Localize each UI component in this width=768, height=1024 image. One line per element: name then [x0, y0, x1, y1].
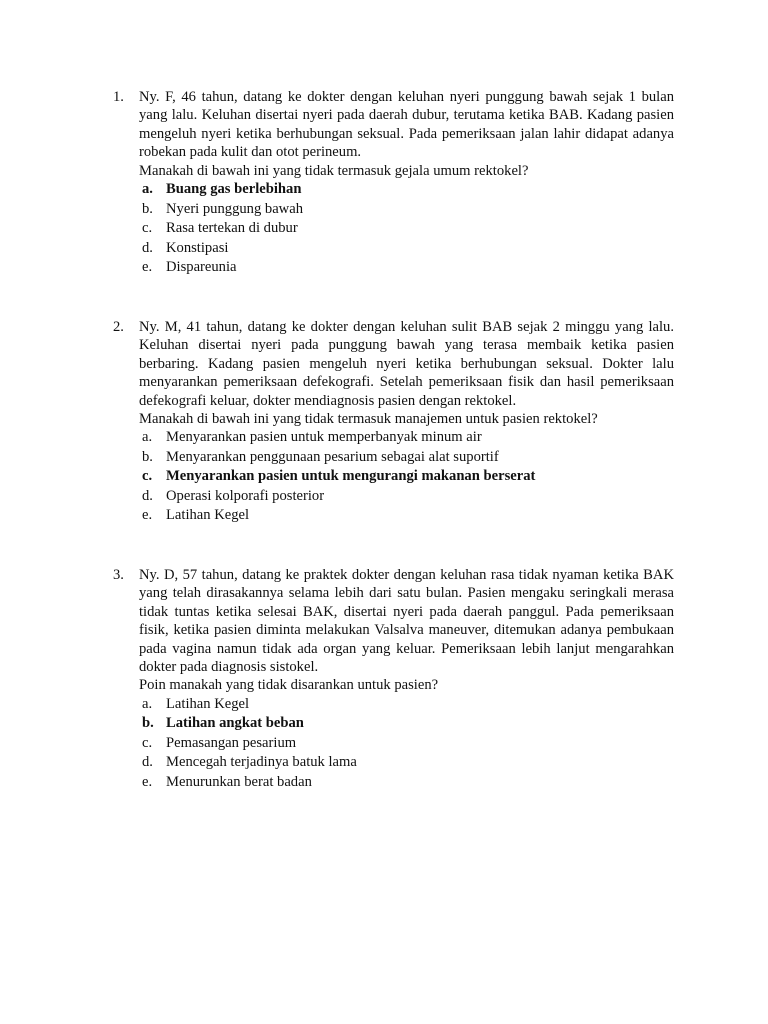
option-text: Menyarankan penggunaan pesarium sebagai alat suportif	[166, 448, 499, 465]
question-number: 1.	[113, 89, 124, 105]
option-list	[139, 428, 674, 526]
option-text: Menurunkan berat badan	[166, 773, 312, 790]
question-number: 3.	[113, 567, 124, 583]
option-b	[139, 714, 674, 734]
option-text: Latihan Kegel	[166, 507, 250, 524]
question-stem: Ny. F, 46 tahun, datang ke dokter dengan keluhan nyeri punggung bawah sejak 1 bulan yang lalu. Keluhan disertai nyeri pada daerah dubur, terutama ketika BAB. Kadang pasien mengeluh nyeri ketika berhubungan seksual. Pada pemeriksaan jalan lahir didapat adanya robekan pada kulit dan otot perineum.	[139, 89, 674, 161]
option-b	[139, 200, 674, 220]
option-text: Rasa tertekan di dubur	[166, 220, 298, 237]
option-c	[139, 467, 674, 487]
question-body	[139, 88, 674, 278]
option-text: Latihan Kegel	[166, 695, 250, 712]
option-text: Konstipasi	[166, 239, 229, 256]
option-letter: d.	[142, 239, 153, 256]
question-body	[139, 566, 674, 792]
option-d	[139, 487, 674, 507]
option-c	[139, 219, 674, 239]
option-a	[139, 428, 674, 448]
option-letter: d.	[142, 754, 153, 771]
option-text: Operasi kolporafi posterior	[166, 487, 325, 504]
option-text: Buang gas berlebihan	[166, 181, 302, 198]
option-letter: e.	[142, 507, 153, 524]
question-stem: Ny. D, 57 tahun, datang ke praktek dokter dengan keluhan rasa tidak nyaman ketika BAK yang telah dirasakannya selama lebih dari satu bulan. Pasien mengaku seringkali merasa tidak tuntas ketika selesai BAK, disertai nyeri pada daerah panggul. Pada pemeriksaan fisik, ketika pasien diminta melakukan Valsalva maneuver, ditemukan adanya pembukaan pada vagina namun tidak ada organ yang keluar. Pemeriksaan lebih lanjut mengarahkan dokter pada diagnosis sistokel.	[139, 567, 674, 676]
question-body	[139, 318, 674, 526]
option-letter: b.	[142, 200, 153, 217]
option-list	[139, 180, 674, 278]
option-text: Menyarankan pasien untuk memperbanyak minum air	[166, 429, 482, 446]
option-letter: c.	[142, 734, 153, 751]
option-letter: d.	[142, 487, 153, 504]
option-a	[139, 695, 674, 715]
option-list	[139, 695, 674, 793]
option-c	[139, 734, 674, 754]
question-prompt: Manakah di bawah ini yang tidak termasuk gejala umum rektokel?	[139, 162, 529, 179]
option-letter: c.	[142, 468, 153, 485]
option-text: Nyeri punggung bawah	[166, 200, 303, 217]
option-d	[139, 753, 674, 773]
option-letter: a.	[142, 695, 153, 712]
option-letter: b.	[142, 715, 154, 732]
option-e	[139, 506, 674, 526]
option-b	[139, 448, 674, 468]
option-text: Latihan angkat beban	[166, 715, 304, 732]
option-text: Menyarankan pasien untuk mengurangi makanan berserat	[166, 468, 536, 485]
option-text: Dispareunia	[166, 259, 237, 276]
option-e	[139, 773, 674, 793]
option-letter: e.	[142, 773, 153, 790]
option-e	[139, 258, 674, 278]
option-d	[139, 239, 674, 259]
question-stem: Ny. M, 41 tahun, datang ke dokter dengan keluhan sulit BAB sejak 2 minggu yang lalu. Keluhan disertai nyeri pada punggung bawah yang terasa membaik ketika pasien berbaring. Kadang pasien mengeluh nyeri ketika berhubungan seksual. Dokter lalu menyarankan pemeriksaan defekografi. Setelah pemeriksaan fisik dan hasil pemeriksaan defekografi keluar, dokter mendiagnosis pasien dengan rektokel.	[139, 319, 674, 409]
option-letter: e.	[142, 259, 153, 276]
question-prompt: Manakah di bawah ini yang tidak termasuk manajemen untuk pasien rektokel?	[139, 411, 598, 428]
option-letter: a.	[142, 181, 153, 198]
option-text: Mencegah terjadinya batuk lama	[166, 754, 357, 771]
option-letter: c.	[142, 220, 153, 237]
option-a	[139, 180, 674, 200]
option-letter: b.	[142, 448, 153, 465]
option-letter: a.	[142, 429, 153, 446]
option-text: Pemasangan pesarium	[166, 734, 297, 751]
question-number: 2.	[113, 319, 124, 335]
question-prompt: Poin manakah yang tidak disarankan untuk pasien?	[139, 677, 439, 694]
